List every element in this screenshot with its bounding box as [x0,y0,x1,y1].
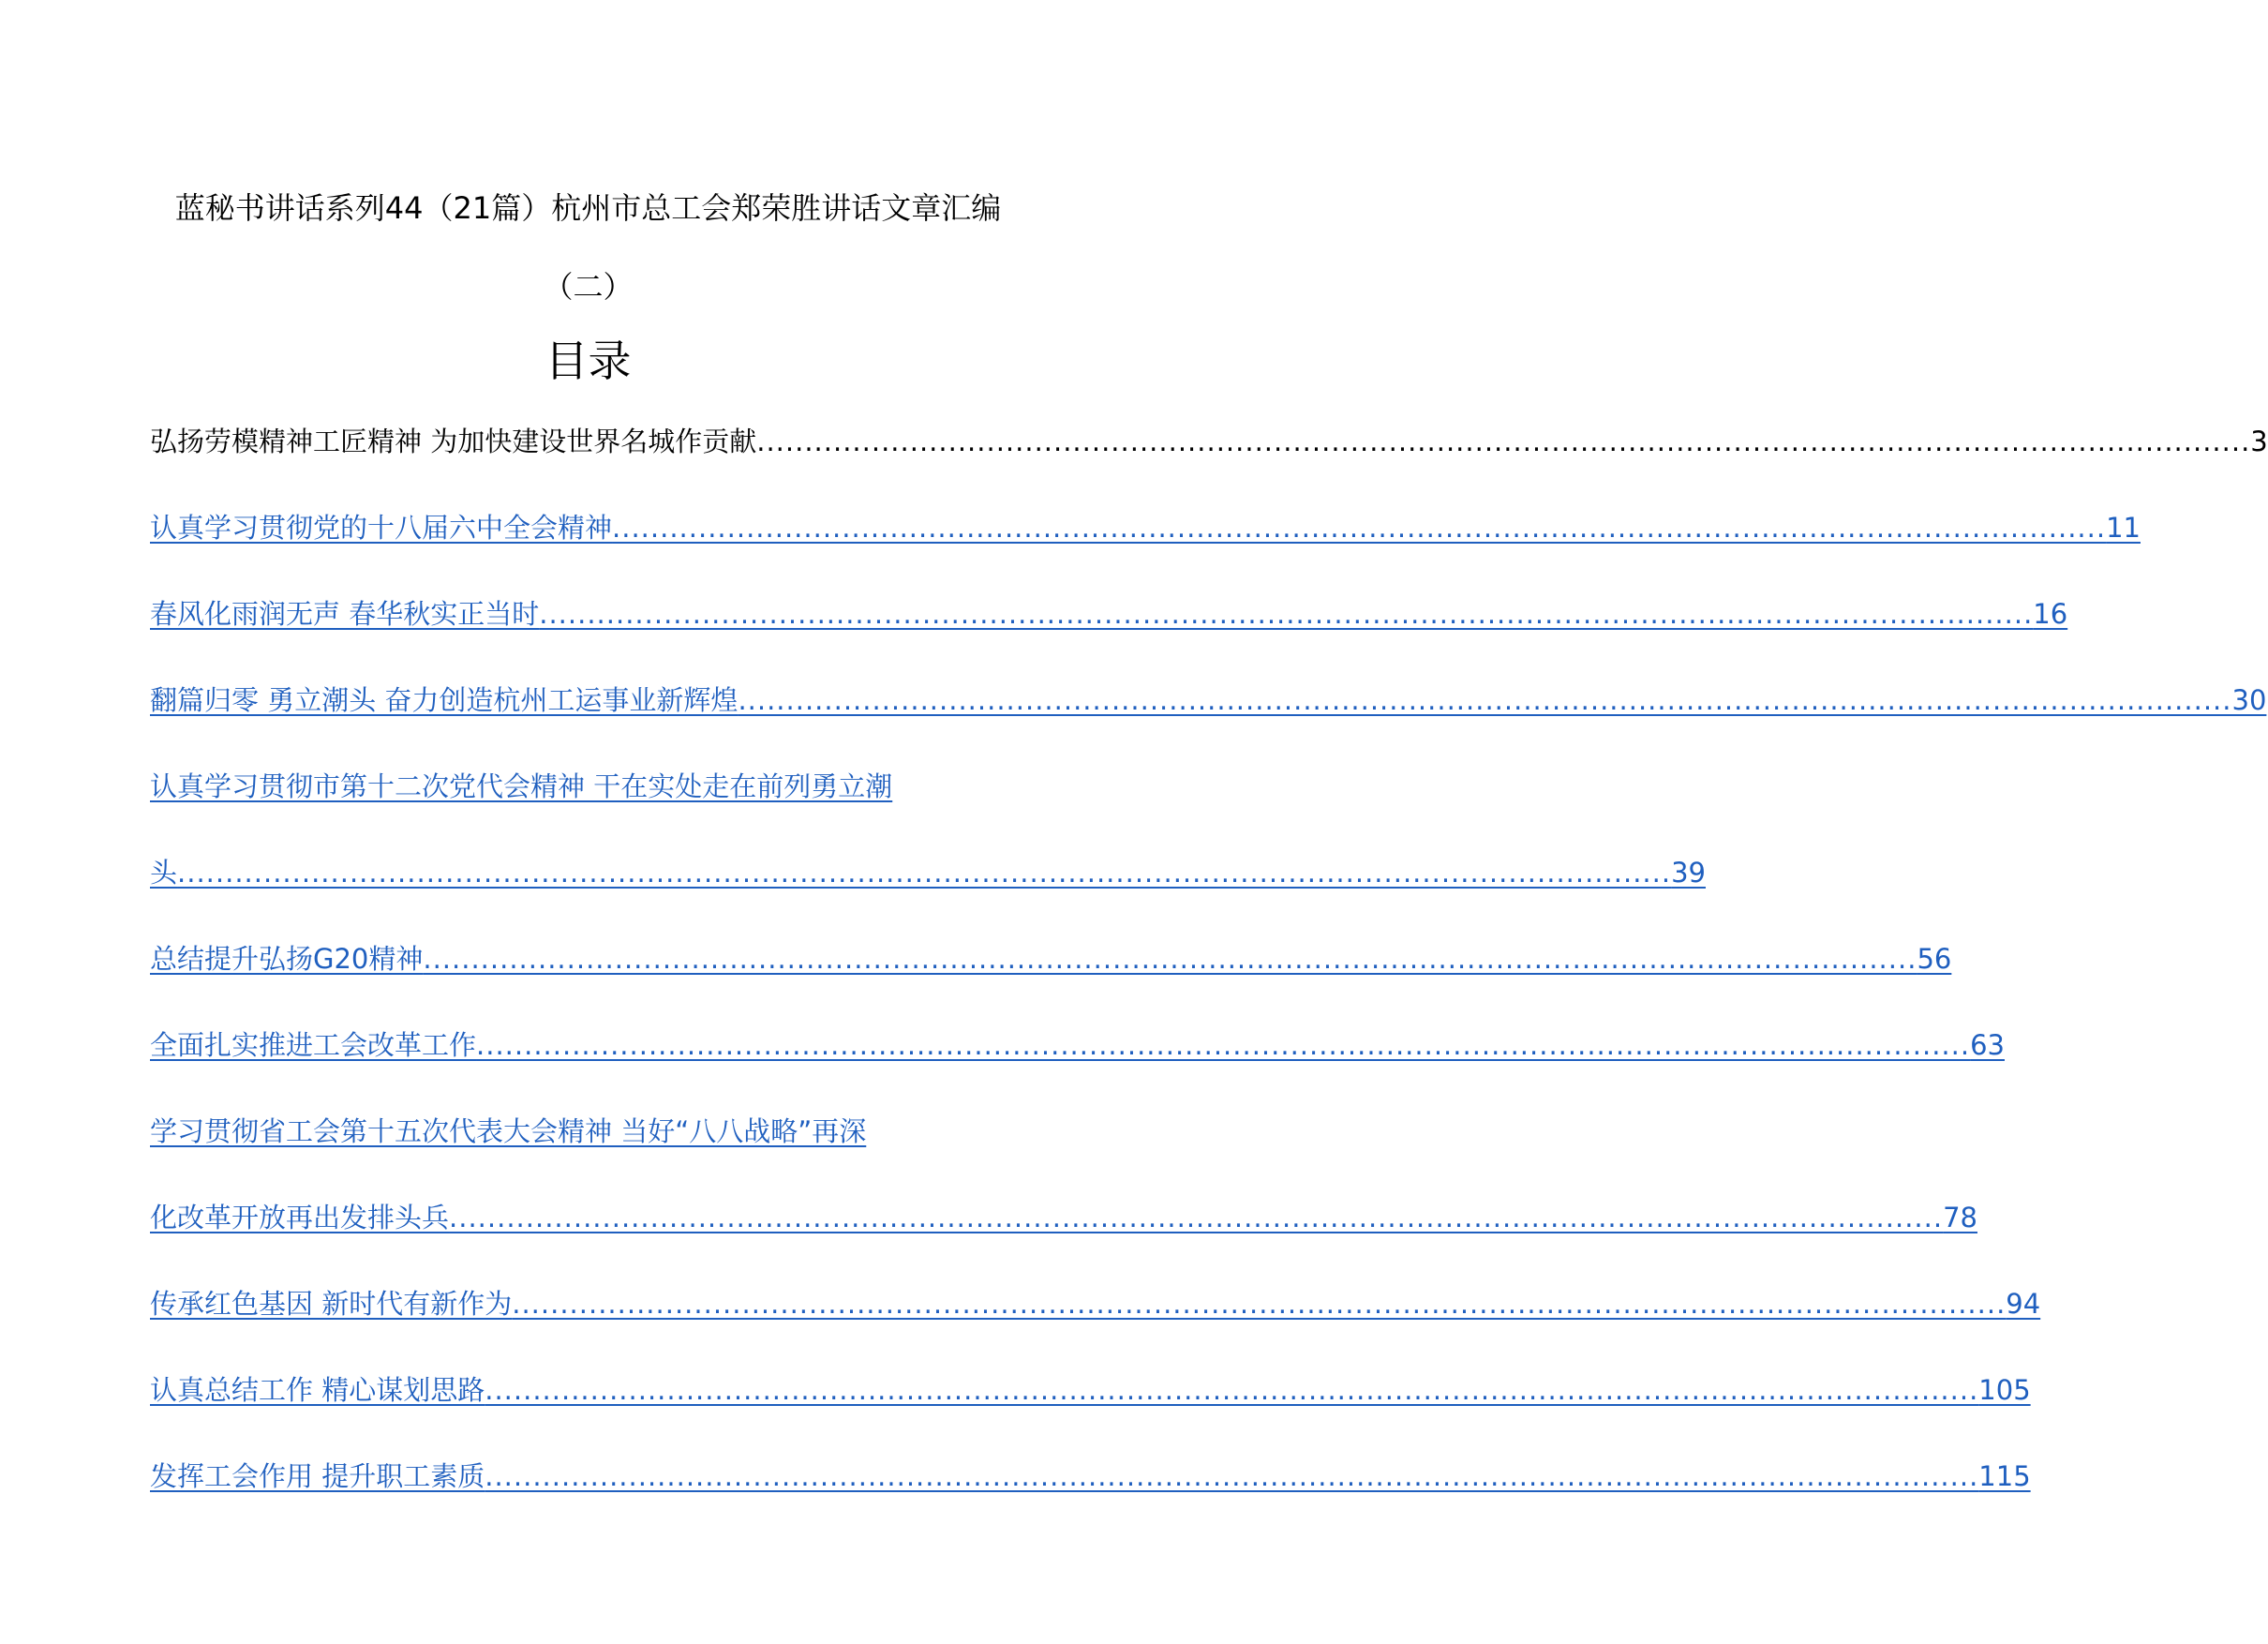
toc-heading: 目录 [545,336,632,386]
toc-link[interactable] [150,1433,2031,1519]
toc-page-number: 115 [1978,1460,2031,1492]
toc-entry-title: 春风化雨润无声 春华秋实正当时 [150,598,540,630]
table-of-contents [150,398,2268,1519]
toc-page-number: 63 [1970,1029,2005,1061]
toc-entry[interactable] [150,916,1952,1002]
dot-leader: ............................................................................................................................................................ [485,1374,1979,1406]
toc-page-number: 94 [2006,1288,2041,1320]
toc-entry-title: 弘扬劳模精神工匠精神 为加快建设世界名城作贡献 [150,426,757,457]
toc-entry[interactable] [150,1347,2031,1433]
dot-leader: ............................................................................................................................................................ [756,426,2251,457]
toc-entry[interactable] [150,485,2141,571]
toc-entry[interactable] [150,1261,2041,1347]
toc-entry[interactable] [150,1088,1977,1261]
toc-page-number: 16 [2033,598,2068,630]
toc-entry-title: 认真总结工作 精心谋划思路 [150,1374,485,1406]
toc-entry-title-line2: 头 [150,857,178,889]
toc-entry-title: 认真学习贯彻党的十八届六中全会精神 [150,512,613,544]
toc-entry[interactable] [150,1002,2005,1088]
dot-leader: ............................................................................................................................................................ [539,598,2034,630]
dot-leader: ............................................................................................................................................................ [612,512,2107,544]
dot-leader: ............................................................................................................................................................ [485,1460,1979,1492]
toc-entry-title-line1: 学习贯彻省工会第十五次代表大会精神 当好“八八战略”再深 [150,1115,867,1147]
toc-link[interactable] [150,743,1706,916]
document-title-line2: （二） [543,269,634,305]
toc-link[interactable] [150,1261,2041,1347]
toc-entry[interactable] [150,657,2267,743]
toc-page-number: 11 [2106,512,2141,544]
toc-entry-title: 传承红色基因 新时代有新作为 [150,1288,513,1320]
toc-entry-title: 发挥工会作用 提升职工素质 [150,1460,485,1492]
toc-entry-title-line2: 化改革开放再出发排头兵 [150,1202,450,1233]
toc-link[interactable] [150,485,2141,571]
toc-link[interactable] [150,1347,2031,1433]
toc-link[interactable] [150,657,2267,743]
toc-entry[interactable] [150,1433,2031,1519]
toc-page-number: 30 [2231,684,2267,716]
toc-entry-title-line1: 认真学习贯彻市第十二次党代会精神 干在实处走在前列勇立潮 [150,770,893,802]
dot-leader: ............................................................................................................................................................ [512,1288,2007,1320]
toc-page-number: 56 [1917,943,1952,975]
dot-leader: ............................................................................................................................................................ [177,857,1672,889]
toc-link[interactable] [150,1088,1977,1261]
dot-leader: ............................................................................................................................................................ [738,684,2232,716]
document-title-line1: 蓝秘书讲话系列44（21篇）杭州市总工会郑荣胜讲话文章汇编 [174,190,1002,226]
toc-page-number: 39 [1671,857,1706,889]
toc-entry[interactable] [150,743,1706,916]
toc-link[interactable] [150,571,2068,657]
toc-link[interactable] [150,398,2268,485]
toc-entry[interactable] [150,398,2268,485]
toc-link[interactable] [150,916,1952,1002]
toc-page-number: 105 [1978,1374,2031,1406]
toc-link[interactable] [150,1002,2005,1088]
toc-entry[interactable] [150,571,2068,657]
document-title [150,169,1026,326]
toc-entry-title: 全面扎实推进工会改革工作 [150,1029,477,1061]
toc-page-number: 78 [1943,1202,1977,1233]
toc-entry-title: 翻篇归零 勇立潮头 奋力创造杭州工运事业新辉煌 [150,684,739,716]
dot-leader: ............................................................................................................................................................ [449,1202,1944,1233]
dot-leader: ............................................................................................................................................................ [423,943,1917,975]
toc-page-number: 3 [2250,426,2268,457]
toc-entry-title: 总结提升弘扬G20精神 [150,943,424,975]
dot-leader: ............................................................................................................................................................ [476,1029,1971,1061]
